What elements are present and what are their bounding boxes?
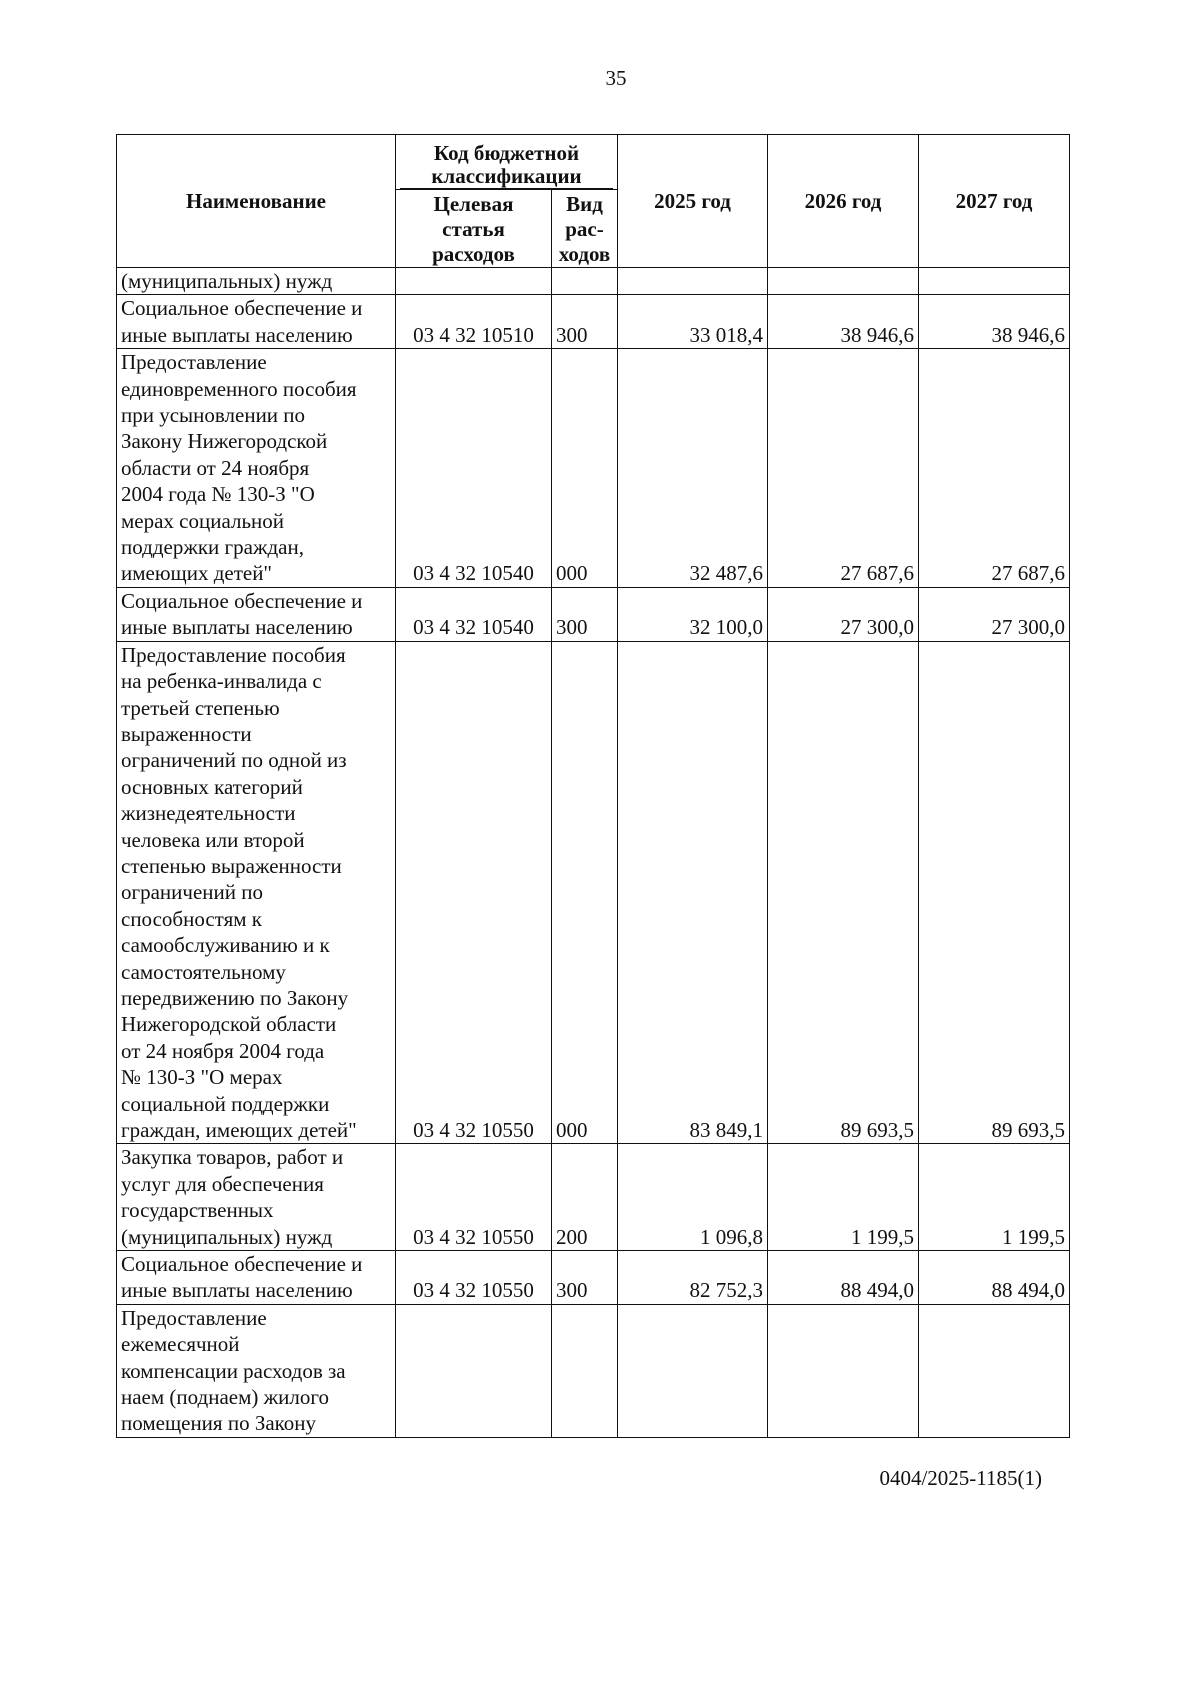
page-number: 35 bbox=[605, 66, 627, 90]
header-2027: 2027 год bbox=[919, 135, 1070, 268]
row-expense-kind: 000 bbox=[552, 641, 618, 1144]
table-row bbox=[117, 1304, 1070, 1437]
header-expense-kind-text: Вид рас- ходов bbox=[558, 192, 611, 266]
row-expense-kind: 300 bbox=[552, 295, 618, 349]
header-expense-kind bbox=[552, 190, 618, 268]
header-2025: 2025 год bbox=[618, 135, 768, 268]
budget-table bbox=[116, 134, 1070, 1438]
row-name: Предоставление пособия на ребенка-инвалида с третьей степенью выраженности ограничений по одной из основных категорий жизнедеятельности человека или второй степенью выраженности ограничений по способностям к самообслуживанию и к самостоятельному передвижению по Закону Нижегородской области от 24 ноября 2004 года № 130-З "О мерах социальной поддержки граждан, имеющих детей" bbox=[117, 641, 396, 1144]
header-target-article bbox=[396, 190, 552, 268]
row-name: Социальное обеспечение и иные выплаты населению bbox=[117, 587, 396, 641]
table-row bbox=[117, 295, 1070, 349]
row-name: Закупка товаров, работ и услуг для обеспечения государственных (муниципальных) нужд bbox=[117, 1144, 396, 1251]
row-value-2026: 27 300,0 bbox=[768, 587, 919, 641]
row-expense-kind bbox=[552, 268, 618, 295]
row-name: Социальное обеспечение и иные выплаты населению bbox=[117, 295, 396, 349]
row-expense-kind bbox=[552, 1304, 618, 1437]
row-expense-kind: 300 bbox=[552, 1251, 618, 1305]
row-value-2025: 83 849,1 bbox=[618, 641, 768, 1144]
row-target-code: 03 4 32 10550 bbox=[396, 641, 552, 1144]
row-value-2026 bbox=[768, 1304, 919, 1437]
row-target-code: 03 4 32 10550 bbox=[396, 1251, 552, 1305]
row-value-2025: 1 096,8 bbox=[618, 1144, 768, 1251]
row-name: (муниципальных) нужд bbox=[117, 268, 396, 295]
row-value-2027: 27 300,0 bbox=[919, 587, 1070, 641]
row-value-2025: 33 018,4 bbox=[618, 295, 768, 349]
row-value-2025: 32 487,6 bbox=[618, 349, 768, 588]
table-row bbox=[117, 1251, 1070, 1305]
row-target-code: 03 4 32 10550 bbox=[396, 1144, 552, 1251]
row-value-2026: 1 199,5 bbox=[768, 1144, 919, 1251]
table-row bbox=[117, 1144, 1070, 1251]
row-value-2025 bbox=[618, 1304, 768, 1437]
row-value-2027: 1 199,5 bbox=[919, 1144, 1070, 1251]
row-target-code bbox=[396, 268, 552, 295]
row-expense-kind: 000 bbox=[552, 349, 618, 588]
row-value-2027 bbox=[919, 268, 1070, 295]
row-value-2027: 88 494,0 bbox=[919, 1251, 1070, 1305]
row-name: Предоставление ежемесячной компенсации расходов за наем (поднаем) жилого помещения по Закону bbox=[117, 1304, 396, 1437]
header-2026: 2026 год bbox=[768, 135, 919, 268]
row-value-2027: 89 693,5 bbox=[919, 641, 1070, 1144]
row-value-2025 bbox=[618, 268, 768, 295]
row-name: Социальное обеспечение и иные выплаты населению bbox=[117, 1251, 396, 1305]
row-value-2025: 82 752,3 bbox=[618, 1251, 768, 1305]
row-value-2027 bbox=[919, 1304, 1070, 1437]
header-budget-code-group bbox=[396, 135, 618, 190]
row-target-code: 03 4 32 10540 bbox=[396, 587, 552, 641]
row-expense-kind: 200 bbox=[552, 1144, 618, 1251]
table-row bbox=[117, 641, 1070, 1144]
row-value-2026: 88 494,0 bbox=[768, 1251, 919, 1305]
row-value-2026 bbox=[768, 268, 919, 295]
document-code: 0404/2025-1185(1) bbox=[879, 1466, 1042, 1490]
header-budget-code-group-text: Код бюджетной классификации bbox=[400, 142, 613, 189]
table-row bbox=[117, 587, 1070, 641]
row-value-2026: 38 946,6 bbox=[768, 295, 919, 349]
header-target-article-text: Целевая статья расходов bbox=[432, 192, 515, 266]
table-row bbox=[117, 268, 1070, 295]
row-value-2027: 27 687,6 bbox=[919, 349, 1070, 588]
header-name: Наименование bbox=[117, 135, 396, 268]
row-value-2026: 89 693,5 bbox=[768, 641, 919, 1144]
row-value-2025: 32 100,0 bbox=[618, 587, 768, 641]
row-expense-kind: 300 bbox=[552, 587, 618, 641]
row-value-2026: 27 687,6 bbox=[768, 349, 919, 588]
row-target-code bbox=[396, 1304, 552, 1437]
row-name: Предоставление единовременного пособия при усыновлении по Закону Нижегородской области от 24 ноября 2004 года № 130-З "О мерах социальной поддержки граждан, имеющих детей" bbox=[117, 349, 396, 588]
row-target-code: 03 4 32 10540 bbox=[396, 349, 552, 588]
row-target-code: 03 4 32 10510 bbox=[396, 295, 552, 349]
header-row-top bbox=[117, 135, 1070, 190]
row-value-2027: 38 946,6 bbox=[919, 295, 1070, 349]
table-row bbox=[117, 349, 1070, 588]
